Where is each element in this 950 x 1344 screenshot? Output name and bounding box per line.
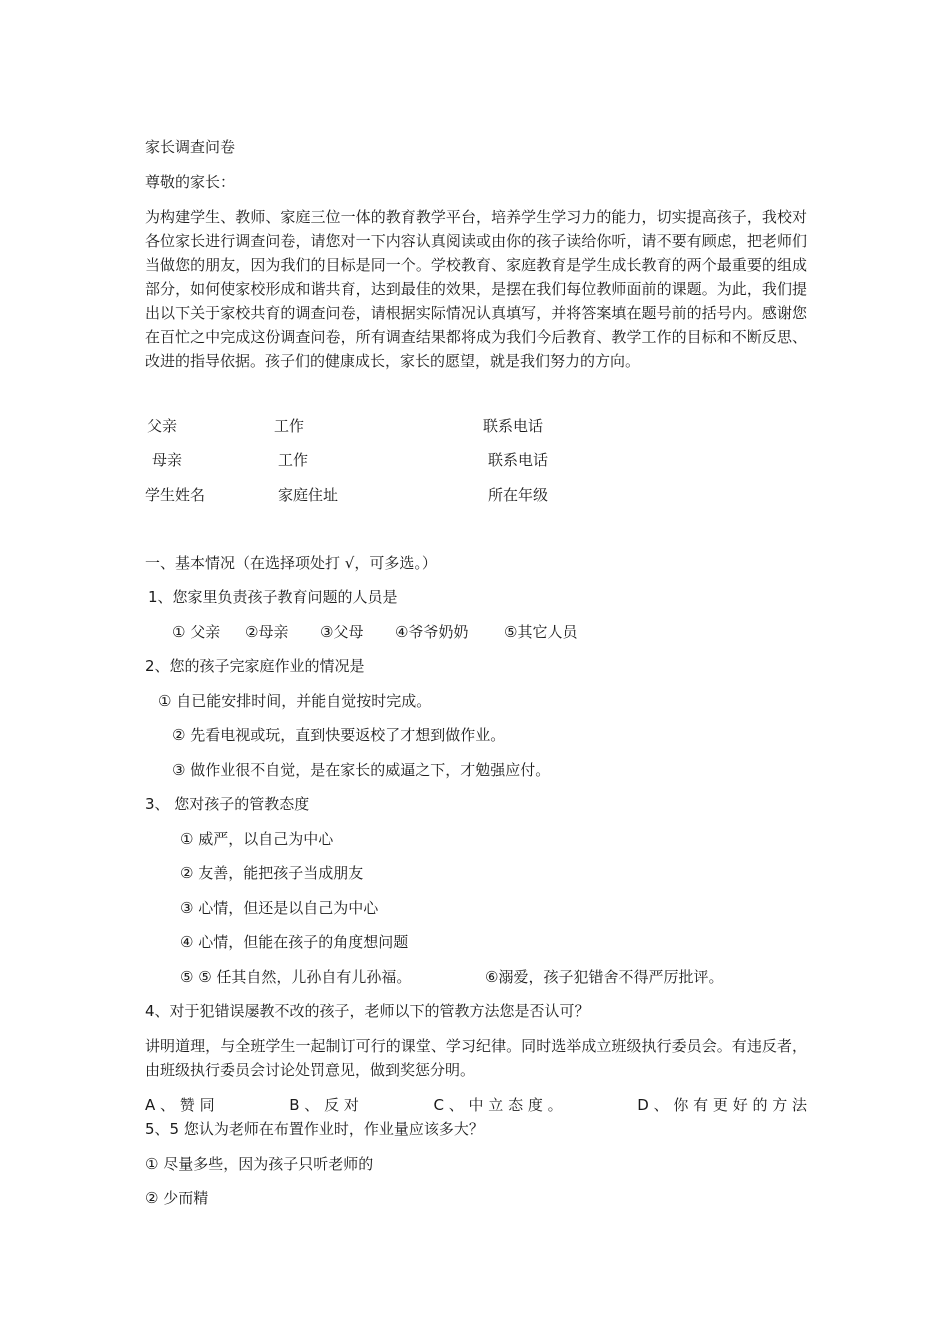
q2-option: ② 先看电视或玩，直到快要返校了才想到做作业。	[172, 726, 506, 744]
father-work-label: 工作	[274, 417, 305, 435]
document-title: 家长调查问卷	[145, 138, 236, 156]
question-4: 4、对于犯错误屡教不改的孩子，老师以下的管教方法您是否认可？	[145, 1002, 590, 1020]
question-3: 3、 您对孩子的管教态度	[145, 795, 310, 813]
q2-option: ① 自已能安排时间，并能自觉按时完成。	[158, 692, 432, 710]
q1-option: ②母亲	[245, 623, 289, 641]
father-phone-label: 联系电话	[483, 417, 544, 435]
student-name-label: 学生姓名	[145, 486, 206, 504]
q1-option: ④爷爷奶奶	[395, 623, 469, 641]
question-1: 1、您家里负责孩子教育问题的人员是	[148, 588, 398, 606]
q1-option: ⑤其它人员	[504, 623, 578, 641]
question-2: 2、您的孩子完家庭作业的情况是	[145, 657, 365, 675]
greeting: 尊敬的家长：	[145, 173, 236, 191]
q4-option: B 、 反 对	[289, 1096, 359, 1114]
q3-option: ③ 心情，但还是以自己为中心	[180, 899, 379, 917]
q4-options-row	[145, 1093, 807, 1117]
address-label: 家庭住址	[278, 486, 339, 504]
q4-option: A 、 赞 同	[145, 1096, 215, 1114]
q1-option: ① 父亲	[172, 623, 221, 641]
q5-option: ① 尽量多些，因为孩子只听老师的	[145, 1155, 374, 1173]
q4-method-text: 讲明道理，与全班学生一起制订可行的课堂、学习纪律。同时选举成立班级执行委员会。有违反者，由班级执行委员会讨论处罚意见，做到奖惩分明。	[145, 1037, 807, 1079]
father-label: 父亲	[147, 417, 178, 435]
q2-option: ③ 做作业很不自觉，是在家长的威逼之下，才勉强应付。	[172, 761, 551, 779]
question-5: 5、5 您认为老师在布置作业时，作业量应该多大？	[145, 1120, 484, 1138]
q4-option: C 、 中 立 态 度 。	[433, 1096, 563, 1114]
intro-paragraph: 为构建学生、教师、家庭三位一体的教育教学平台，培养学生学习力的能力，切实提高孩子，我校对各位家长进行调查问卷，请您对一下内容认真阅读或由你的孩子读给你听，请不要有顾虑，把老师们当做您的朋友，因为我们的目标是同一个。学校教育、家庭教育是学生成长教育的两个最重要的组成部分，如何使家校形成和谐共育，达到最佳的效果，是摆在我们每位教师面前的课题。为此，我们提出以下关于家校共育的调查问卷，请根据实际情况认真填写，并将答案填在题号前的括号内。感谢您在百忙之中完成这份调查问卷，所有调查结果都将成为我们今后教育、教学工作的目标和不断反思、改进的指导依据。孩子们的健康成长，家长的愿望，就是我们努力的方向。	[145, 208, 807, 370]
q3-option: ⑤ ⑤ 任其自然，儿孙自有儿孙福。	[180, 968, 412, 986]
q5-option: ② 少而精	[145, 1189, 209, 1207]
mother-work-label: 工作	[278, 451, 309, 469]
section-heading: 一、基本情况（在选择项处打 √，可多选。）	[145, 554, 437, 572]
q3-option: ② 友善，能把孩子当成朋友	[180, 864, 364, 882]
q3-option: ① 威严，以自己为中心	[180, 830, 334, 848]
q1-option: ③父母	[320, 623, 364, 641]
grade-label: 所在年级	[488, 486, 549, 504]
mother-phone-label: 联系电话	[488, 451, 549, 469]
q3-option: ⑥溺爱，孩子犯错舍不得严厉批评。	[485, 968, 724, 986]
q4-option: D 、 你 有 更 好 的 方 法	[637, 1096, 807, 1114]
mother-label: 母亲	[152, 451, 183, 469]
q3-option: ④ 心情，但能在孩子的角度想问题	[180, 933, 409, 951]
